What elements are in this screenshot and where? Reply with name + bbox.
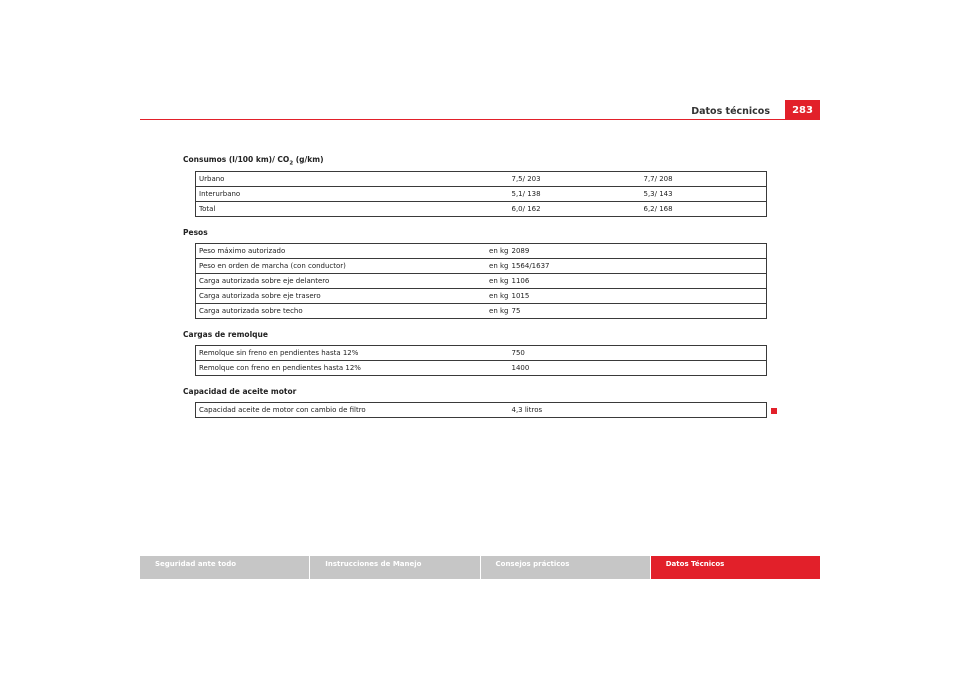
row-unit: en kg — [453, 289, 509, 304]
row-value: 4,3 litros — [509, 403, 767, 418]
row-unit: en kg — [453, 244, 509, 259]
row-label: Remolque sin freno en pendientes hasta 12% — [196, 346, 509, 361]
row-value-2: 5,3/ 143 — [641, 187, 767, 202]
row-label: Remolque con freno en pendientes hasta 12% — [196, 361, 509, 376]
table-row — [196, 274, 767, 289]
table-row — [196, 403, 767, 418]
consumos-title-suffix: (g/km) — [293, 155, 324, 164]
table-row — [196, 361, 767, 376]
consumos-title — [183, 155, 324, 167]
header-title: Datos técnicos — [691, 106, 770, 117]
table-row — [196, 289, 767, 304]
remolque-title: Cargas de remolque — [183, 330, 268, 339]
row-label: Carga autorizada sobre eje delantero — [196, 274, 453, 289]
footer-tab-seguridad[interactable]: Seguridad ante todo — [140, 556, 309, 579]
footer-tab-datos-tecnicos[interactable]: Datos Técnicos — [651, 556, 820, 579]
table-row — [196, 187, 767, 202]
row-value-2: 7,7/ 208 — [641, 172, 767, 187]
pesos-table — [195, 243, 767, 319]
row-label: Capacidad aceite de motor con cambio de filtro — [196, 403, 509, 418]
footer-tab-instrucciones[interactable]: Instrucciones de Manejo — [310, 556, 479, 579]
row-value-1: 5,1/ 138 — [509, 187, 641, 202]
section-end-marker — [771, 408, 777, 414]
aceite-table — [195, 402, 767, 418]
row-unit: en kg — [453, 259, 509, 274]
row-value: 750 — [509, 346, 767, 361]
aceite-title: Capacidad de aceite motor — [183, 387, 297, 396]
row-value: 1564/1637 — [509, 259, 767, 274]
table-row — [196, 304, 767, 319]
page-number: 283 — [785, 100, 820, 120]
row-value: 2089 — [509, 244, 767, 259]
row-label: Peso máximo autorizado — [196, 244, 453, 259]
footer-nav — [140, 556, 820, 579]
header-divider — [140, 119, 820, 120]
row-value-2: 6,2/ 168 — [641, 202, 767, 217]
row-value: 1106 — [509, 274, 767, 289]
row-value: 75 — [509, 304, 767, 319]
footer-tab-consejos[interactable]: Consejos prácticos — [481, 556, 650, 579]
row-unit: en kg — [453, 274, 509, 289]
table-row — [196, 259, 767, 274]
table-row — [196, 244, 767, 259]
row-value-1: 6,0/ 162 — [509, 202, 641, 217]
remolque-table — [195, 345, 767, 376]
row-unit: en kg — [453, 304, 509, 319]
table-row — [196, 346, 767, 361]
consumos-title-subscript: 2 — [289, 160, 294, 167]
row-label: Peso en orden de marcha (con conductor) — [196, 259, 453, 274]
row-label: Urbano — [196, 172, 509, 187]
row-value: 1015 — [509, 289, 767, 304]
table-row — [196, 202, 767, 217]
table-row — [196, 172, 767, 187]
row-label: Carga autorizada sobre eje trasero — [196, 289, 453, 304]
pesos-title: Pesos — [183, 228, 208, 237]
row-label: Interurbano — [196, 187, 509, 202]
consumos-title-prefix: Consumos (l/100 km)/ CO — [183, 155, 290, 164]
row-label: Carga autorizada sobre techo — [196, 304, 453, 319]
row-label: Total — [196, 202, 509, 217]
row-value-1: 7,5/ 203 — [509, 172, 641, 187]
consumos-table — [195, 171, 767, 217]
row-value: 1400 — [509, 361, 767, 376]
